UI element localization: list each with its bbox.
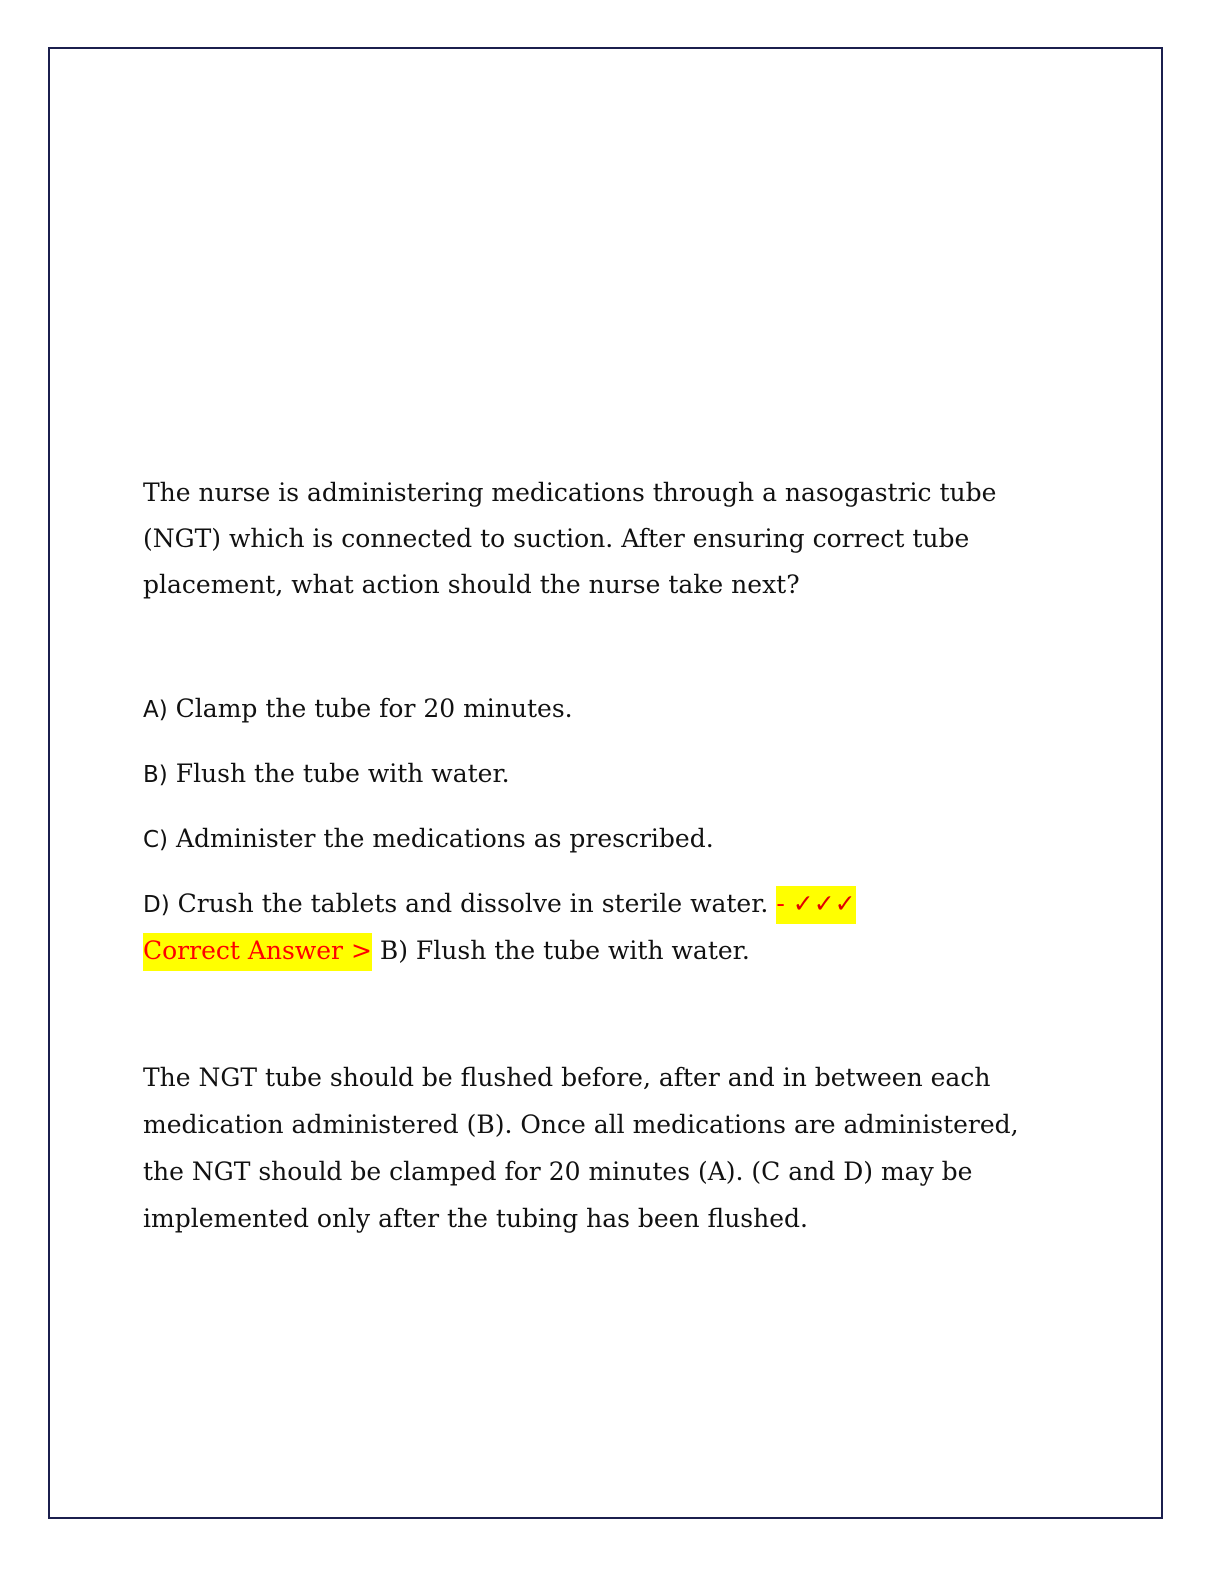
- option-c: [143, 816, 1063, 863]
- option-a: [143, 686, 1063, 733]
- option-letter: A): [143, 697, 168, 723]
- option-text: Crush the tablets and dissolve in sterile water.: [177, 889, 769, 918]
- option-letter: B): [143, 762, 168, 788]
- option-b: [143, 751, 1063, 798]
- answer-label: Correct Answer >: [143, 936, 372, 965]
- answer-dash: -: [776, 889, 785, 918]
- option-text: Clamp the tube for 20 minutes.: [175, 694, 573, 723]
- option-letter: C): [143, 827, 169, 853]
- option-d: [143, 881, 943, 974]
- option-letter: D): [143, 892, 170, 918]
- option-text: Administer the medications as prescribed.: [176, 824, 714, 853]
- answer-options: [143, 686, 1063, 992]
- answer-value: B) Flush the tube with water.: [379, 936, 750, 965]
- explanation-text: The NGT tube should be flushed before, after and in between each medication administered (B). Once all medications are administered, the NGT should be clamped for 20 minutes (A). (C and D) may be implemented only after the tubing has been flushed.: [143, 1063, 1019, 1233]
- checkmark-icon: ✓✓✓: [792, 889, 856, 918]
- option-text: Flush the tube with water.: [175, 759, 510, 788]
- question-text: The nurse is administering medications through a nasogastric tube (NGT) which is connected to suction. After ensuring correct tube placement, what action should the nurse take next?: [143, 478, 997, 599]
